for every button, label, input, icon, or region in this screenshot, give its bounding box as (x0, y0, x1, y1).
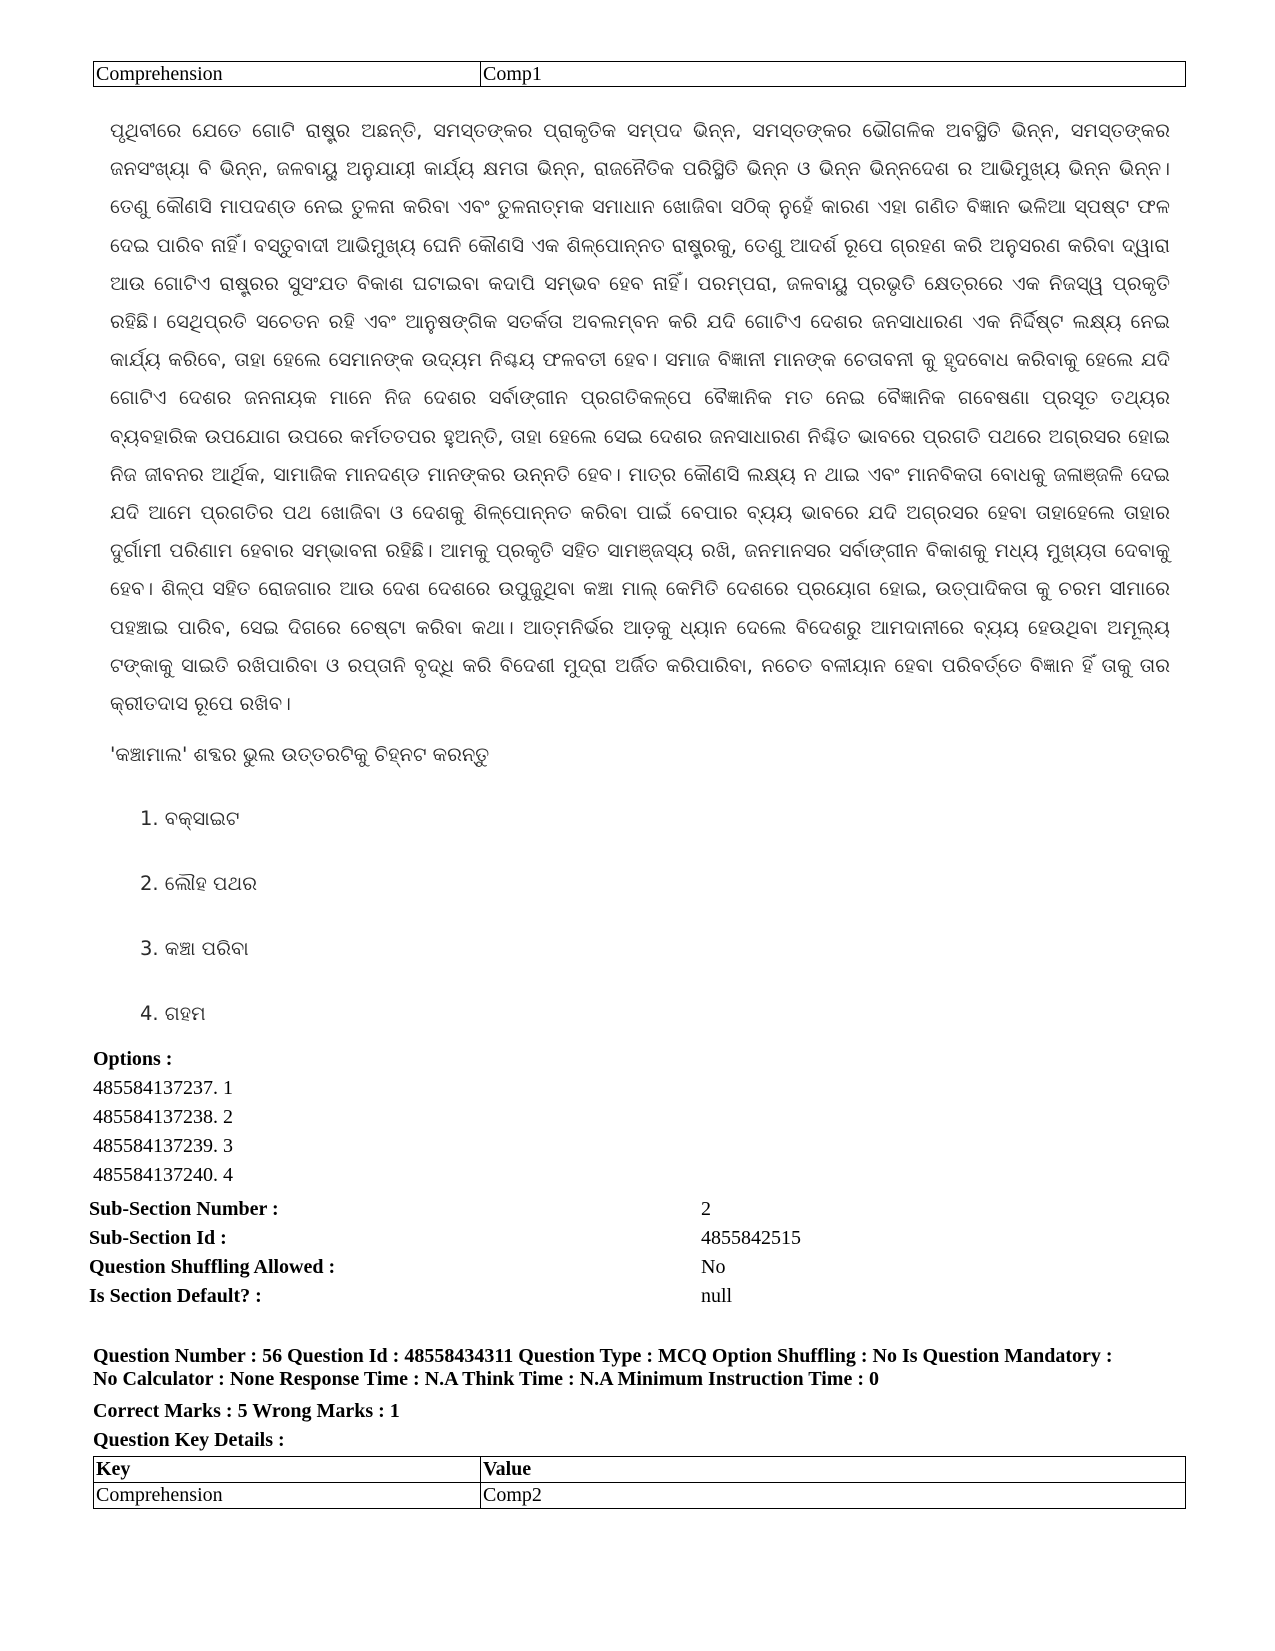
option-item-4: 485584137240. 4 (93, 1164, 233, 1186)
section-default-row (89, 1282, 1089, 1311)
question-shuffling-label: Question Shuffling Allowed : (89, 1256, 336, 1278)
answer-choice-1: 1. ବକ୍ସାଇଟ (140, 807, 240, 830)
answer-choice-4: 4. ଗହମ (140, 1002, 206, 1025)
subsection-id-value: 4855842515 (701, 1227, 801, 1249)
key-cell: Comprehension (94, 1483, 481, 1509)
option-item-3: 485584137239. 3 (93, 1135, 233, 1157)
table-row (94, 62, 1186, 87)
table-row (94, 1483, 1186, 1509)
section-default-value: null (701, 1285, 733, 1307)
options-heading: Options : (93, 1048, 173, 1070)
value-cell: Comp2 (481, 1483, 1186, 1509)
comprehension-passage: ପୃଥିବୀରେ ଯେତେ ଗୋଟି ରାଷ୍ଟ୍ର ଅଛନ୍ତି, ସମସ୍ତଙ୍କର ପ୍ରାକୃତିକ ସମ୍ପଦ ଭିନ୍ନ, ସମସ୍ତଙ୍କର ଭୌଗଳିକ ଅବସ୍ଥିତି ଭିନ୍ନ, ସମସ୍ତଙ୍କର ଜନସଂଖ୍ୟା ବି ଭିନ୍ନ, ଜଳବାୟୁ ଅନୁଯାୟୀ କାର୍ଯ୍ୟ କ୍ଷମତା ଭିନ୍ନ, ରାଜନୈତିକ ପରିସ୍ଥିତି ଭିନ୍ନ ଓ ଭିନ୍ନ ଭିନ୍ନଦେଶ ର ଆଭିମୁଖ୍ୟ ଭିନ୍ନ ଭିନ୍ନ। ତେଣୁ କୌଣସି ମାପଦଣ୍ଡ ନେଇ ତୁଳନା କରିବା ଏବଂ ତୁଳନାତ୍ମକ ସମାଧାନ ଖୋଜିବା ସଠିକ୍ ନୁହେଁ କାରଣ ଏହା ଗଣିତ ବିଜ୍ଞାନ ଭଳିଆ ସ୍ପଷ୍ଟ ଫଳ ଦେଇ ପାରିବ ନାହିଁ। ବସ୍ତୁବାଦୀ ଆଭିମୁଖ୍ୟ ଘେନି କୌଣସି ଏକ ଶିଳ୍ପୋନ୍ନତ ରାଷ୍ଟ୍ରକୁ, ତେଣୁ ଆଦର୍ଶ ରୂପେ ଗ୍ରହଣ କରି ଅନୁସରଣ କରିବା ଦ୍ୱାରା ଆଉ ଗୋଟିଏ ରାଷ୍ଟ୍ରର ସୁସଂଯତ ବିକାଶ ଘଟାଇବା କଦାପି ସମ୍ଭବ ହେବ ନାହିଁ। ପରମ୍ପରା, ଜଳବାୟୁ ପ୍ରଭୃତି କ୍ଷେତ୍ରରେ ଏକ ନିଜସ୍ୱ ପ୍ରକୃତି ରହିଛି। ସେଥିପ୍ରତି ସଚେତନ ରହି ଏବଂ ଆନୁଷଙ୍ଗିକ ସତର୍କତା ଅବଲମ୍ବନ କରି ଯଦି ଗୋଟିଏ ଦେଶର ଜନସାଧାରଣ ଏକ ନିର୍ଦ୍ଦିଷ୍ଟ ଲକ୍ଷ୍ୟ ନେଇ କାର୍ଯ୍ୟ କରିବେ, ତାହା ହେଲେ ସେମାନଙ୍କ ଉଦ୍ୟମ ନିଶ୍ଚୟ ଫଳବତୀ ହେବ। ସମାଜ ବିଜ୍ଞାନୀ ମାନଙ୍କ ଚେତାବନୀ କୁ ହୃଦବୋଧ କରିବାକୁ ହେଲେ ଯଦି ଗୋଟିଏ ଦେଶର ଜନନାୟକ ମାନେ ନିଜ ଦେଶର ସର୍ବାଙ୍ଗୀନ ପ୍ରଗତିକଳ୍ପେ ବୈଜ୍ଞାନିକ ମତ ନେଇ ବୈଜ୍ଞାନିକ ଗବେଷଣା ପ୍ରସୂତ ତଥ୍ୟର ବ୍ୟବହାରିକ ଉପଯୋଗ ଉପରେ କର୍ମତତପର ହୁଅନ୍ତି, ତାହା ହେଲେ ସେଇ ଦେଶର ଜନସାଧାରଣ ନିଶ୍ଚିତ ଭାବରେ ପ୍ରଗତି ପଥରେ ଅଗ୍ରସର ହୋଇ ନିଜ ଜୀବନର ଆର୍ଥିକ, ସାମାଜିକ ମାନଦଣ୍ଡ ମାନଙ୍କର ଉନ୍ନତି ହେବ। ମାତ୍ର କୌଣସି ଲକ୍ଷ୍ୟ ନ ଥାଇ ଏବଂ ମାନବିକତା ବୋଧକୁ ଜଳାଞ୍ଜଳି ଦେଇ ଯଦି ଆମେ ପ୍ରଗତିର ପଥ ଖୋଜିବା ଓ ଦେଶକୁ ଶିଳ୍ପୋନ୍ନତ କରିବା ପାଇଁ ବେପାର ବ୍ୟୟ ଭାବରେ ଯଦି ଅଗ୍ରସର ହେବା ତାହାହେଲେ ତାହାର ଦୁର୍ଗାମୀ ପରିଣାମ ହେବାର ସମ୍ଭାବନା ରହିଛି। ଆମକୁ ପ୍ରକୃତି ସହିତ ସାମଞ୍ଜସ୍ୟ ରଖି, ଜନମାନସର ସର୍ବାଙ୍ଗୀନ ବିକାଶକୁ ମଧ୍ୟ ମୁଖ୍ୟତା ଦେବାକୁ ହେବ। ଶିଳ୍ପ ସହିତ ରୋଜଗାର ଆଉ ଦେଶ ଦେଶରେ ଉପୁଜୁଥିବା କଞ୍ଚା ମାଲ୍ କେମିତି ଦେଶରେ ପ୍ରୟୋଗ ହୋଇ, ଉତ୍ପାଦିକତା କୁ ଚରମ ସୀମାରେ ପହଞ୍ଚାଇ ପାରିବ, ସେଇ ଦିଗରେ ଚେଷ୍ଟା କରିବା କଥା। ଆତ୍ମନିର୍ଭର ଆଡ଼କୁ ଧ୍ୟାନ ଦେଲେ ବିଦେଶରୁ ଆମଦାନୀରେ ବ୍ୟୟ ହେଉଥିବା ଅମୂଲ୍ୟ ଟଙ୍କାକୁ ସାଇତି ରଖିପାରିବା ଓ ରପ୍ତାନି ବୃଦ୍ଧି କରି ବିଦେଶୀ ମୁଦ୍ରା ଅର୍ଜିତ କରିପାରିବା, ନଚେତ ବଳୀୟାନ ହେବା ପରିବର୍ତ୍ତେ ବିଜ୍ଞାନ ହିଁ ତାକୁ ତାର କ୍ରୀତଦାସ ରୂପେ ରଖିବ। (110, 119, 1170, 716)
subsection-id-row (89, 1224, 1089, 1253)
answer-choice-3: 3. କଞ୍ଚା ପରିବା (140, 937, 249, 960)
question-info (93, 1345, 1193, 1391)
option-item-2: 485584137238. 2 (93, 1106, 233, 1128)
question-info-line-2: No Calculator : None Response Time : N.A Think Time : N.A Minimum Instruction Time : 0 (93, 1368, 879, 1390)
subsection-id-label: Sub-Section Id : (89, 1227, 227, 1249)
answer-choice-2: 2. ଲୌହ ପଥର (140, 872, 257, 895)
options-list (93, 1074, 233, 1190)
subsection-number-value: 2 (701, 1198, 711, 1220)
section-default-label: Is Section Default? : (89, 1285, 262, 1307)
question-key-table (93, 1456, 1186, 1509)
value-column-header: Value (481, 1457, 1186, 1483)
subsection-details (89, 1195, 1089, 1311)
comprehension-label: Comprehension (94, 62, 481, 87)
question-key-details-heading: Question Key Details : (93, 1429, 285, 1451)
question-shuffling-value: No (701, 1256, 726, 1278)
marks-info: Correct Marks : 5 Wrong Marks : 1 (93, 1400, 400, 1422)
answer-choices (140, 804, 257, 1064)
table-header-row (94, 1457, 1186, 1483)
question-text: 'କଞ୍ଚାମାଲ' ଶବ୍ଦର ଭୁଲ ଉତ୍ତରଟିକୁ ଚିହ୍ନଟ କରନ୍ତୁ (110, 743, 490, 766)
subsection-number-row (89, 1195, 1089, 1224)
comprehension-value: Comp1 (481, 62, 1186, 87)
subsection-number-label: Sub-Section Number : (89, 1198, 279, 1220)
comprehension-table (93, 61, 1186, 87)
key-column-header: Key (94, 1457, 481, 1483)
option-item-1: 485584137237. 1 (93, 1077, 233, 1099)
question-shuffling-row (89, 1253, 1089, 1282)
question-info-line-1: Question Number : 56 Question Id : 48558434311 Question Type : MCQ Option Shuffling : No Is Question Mandatory : (93, 1345, 1113, 1367)
